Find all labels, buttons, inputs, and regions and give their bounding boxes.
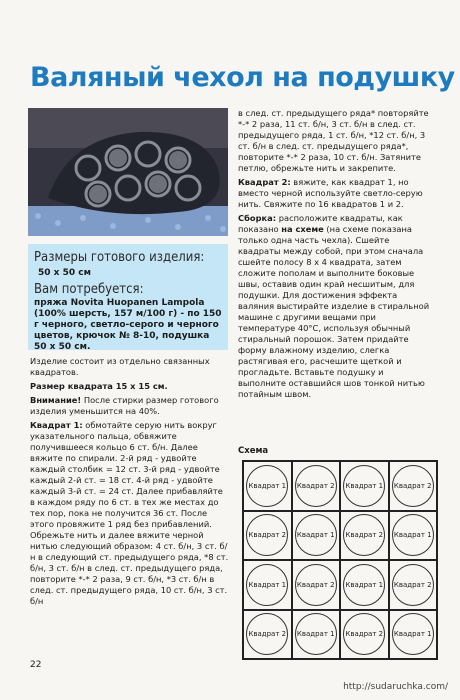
scheme-cell — [243, 560, 292, 610]
scheme-cell — [292, 461, 341, 511]
materials-heading: Вам потребуется: — [34, 282, 144, 297]
square2-label: Квадрат 2: — [238, 177, 291, 187]
cell-label: Квадрат 1 — [393, 531, 432, 540]
cell-label: Квадрат 1 — [248, 481, 287, 490]
cell-label: Квадрат 2 — [345, 531, 384, 540]
cell-label: Квадрат 2 — [393, 580, 432, 589]
cell-label: Квадрат 2 — [248, 531, 287, 540]
materials-box — [28, 244, 228, 350]
attention-label: Внимание! — [30, 395, 82, 405]
pillow-image — [28, 108, 228, 236]
scheme-cell — [292, 610, 341, 660]
cell-label: Квадрат 1 — [296, 630, 335, 639]
scheme-cell — [389, 560, 438, 610]
scheme-cell — [292, 511, 341, 561]
cell-label: Квадрат 2 — [296, 481, 335, 490]
watermark-url: http://sudaruchka.com/ — [343, 682, 448, 692]
attention-text: После стирки размер готового изделия уменьшится на 40%. — [30, 395, 219, 416]
square2-text: вяжите, как квадрат 1, но вместо черной используйте светло-серую нить. Свяжите по 16 квадратов 1 и 2. — [238, 177, 423, 209]
square-size: Размер квадрата 15 х 15 см. — [30, 381, 168, 391]
assembly-text-2: (на схеме показана только одна часть чехла). Сшейте квадраты между собой, при этом сначала сшейте полосу 8 х 4 квадрата, затем сложите пополам и выполните боковые швы, оставив один край несшитым, для подушки. Для достижения эффекта валяния выстирайте изделие в стиральной машине с другими вещами при температуре 40°С, используя обычный стиральный порошок. Затем придайте форму влажному изделию, слегка растягивая его, расчешите щеткой и прогладьте. Вставьте подушку и выполните оставшийся шов тонкой нитью потайным швом. — [238, 224, 430, 399]
size-value: 50 х 50 см — [38, 268, 91, 278]
scheme-cell — [243, 511, 292, 561]
pillow-photo — [28, 108, 228, 236]
cell-label: Квадрат 2 — [345, 630, 384, 639]
cell-label: Квадрат 2 — [393, 481, 432, 490]
scheme-cell — [389, 461, 438, 511]
assembly-label: Сборка: — [238, 213, 277, 223]
right-column — [238, 108, 434, 403]
cell-label: Квадрат 1 — [345, 481, 384, 490]
scheme-cell — [389, 511, 438, 561]
size-heading: Размеры готового изделия: — [34, 250, 205, 265]
cell-label: Квадрат 2 — [248, 630, 287, 639]
scheme-cell — [340, 610, 389, 660]
scheme-cell — [340, 511, 389, 561]
cell-label: Квадрат 1 — [248, 580, 287, 589]
scheme-cell — [243, 610, 292, 660]
continuation-text: в след. ст. предыдущего ряда* повторяйте *-* 2 раза, 11 ст. б/н, 3 ст. б/н в след. ст. предыдущего ряда, 1 ст. б/н, *12 ст. б/н, 3 ст. б/н в след. ст. предыдущего ряда*, повторите *-* 2 раза, 10 ст. б/н. Затяните петлю, обрежьте нить и закрепите. — [238, 108, 429, 173]
scheme-cell — [340, 560, 389, 610]
cell-label: Квадрат 1 — [345, 580, 384, 589]
scheme-cell — [389, 610, 438, 660]
yarn-description: пряжа Novita Huopanen Lampola (100% шерсть, 157 м/100 г) - по 150 г черного, светло-серого и черного цветов, крючок № 8-10, подушка 50 х 50 см. — [34, 298, 222, 352]
scheme-cell — [292, 560, 341, 610]
assembly-scheme-ref: на схеме — [281, 224, 324, 234]
square1-label: Квадрат 1: — [30, 420, 83, 430]
scheme-cell — [243, 461, 292, 511]
page-number: 22 — [30, 660, 42, 670]
cell-label: Квадрат 1 — [296, 531, 335, 540]
square1-text: обмотайте серую нить вокруг указательного пальца, обвяжите получившееся кольцо 6 ст. б/н. Далее вяжите по спирали. 2-й ряд - удвойте каждый столбик = 12 ст. 3-й ряд - удвойте каждый 2-й ст. = 18 ст. 4-й ряд - удвойте каждый 3-й ст. = 24 ст. Далее прибавляйте в каждом ряду по 6 ст. в тех же местах до тех пор, пока не получится 36 ст. После этого провяжите 1 ряд без прибавлений. Обрежьте нить и далее вяжите черной нитью следующий образом: 4 ст. б/н, 3 ст. б/н в следующий ст. предыдущего ряда, *8 ст. б/н, 3 ст. б/н в след. ст. предыдущего ряда, повторите *-* 2 раза, 9 ст. б/н, *3 ст. б/н в след. ст. предыдущего ряда, 10 ст. б/н, 3 ст. б/н — [30, 420, 229, 606]
page-title: Валяный чехол на подушку — [30, 62, 455, 93]
cell-label: Квадрат 1 — [393, 630, 432, 639]
scheme-label: Схема — [238, 446, 269, 456]
scheme-cell — [340, 461, 389, 511]
assembly-text-1: расположите квадраты, как показано — [238, 213, 403, 234]
intro-text: Изделие состоит из отдельно связанных квадратов. — [30, 356, 210, 377]
left-column — [30, 356, 230, 610]
scheme-grid — [242, 460, 438, 660]
cell-label: Квадрат 2 — [296, 580, 335, 589]
